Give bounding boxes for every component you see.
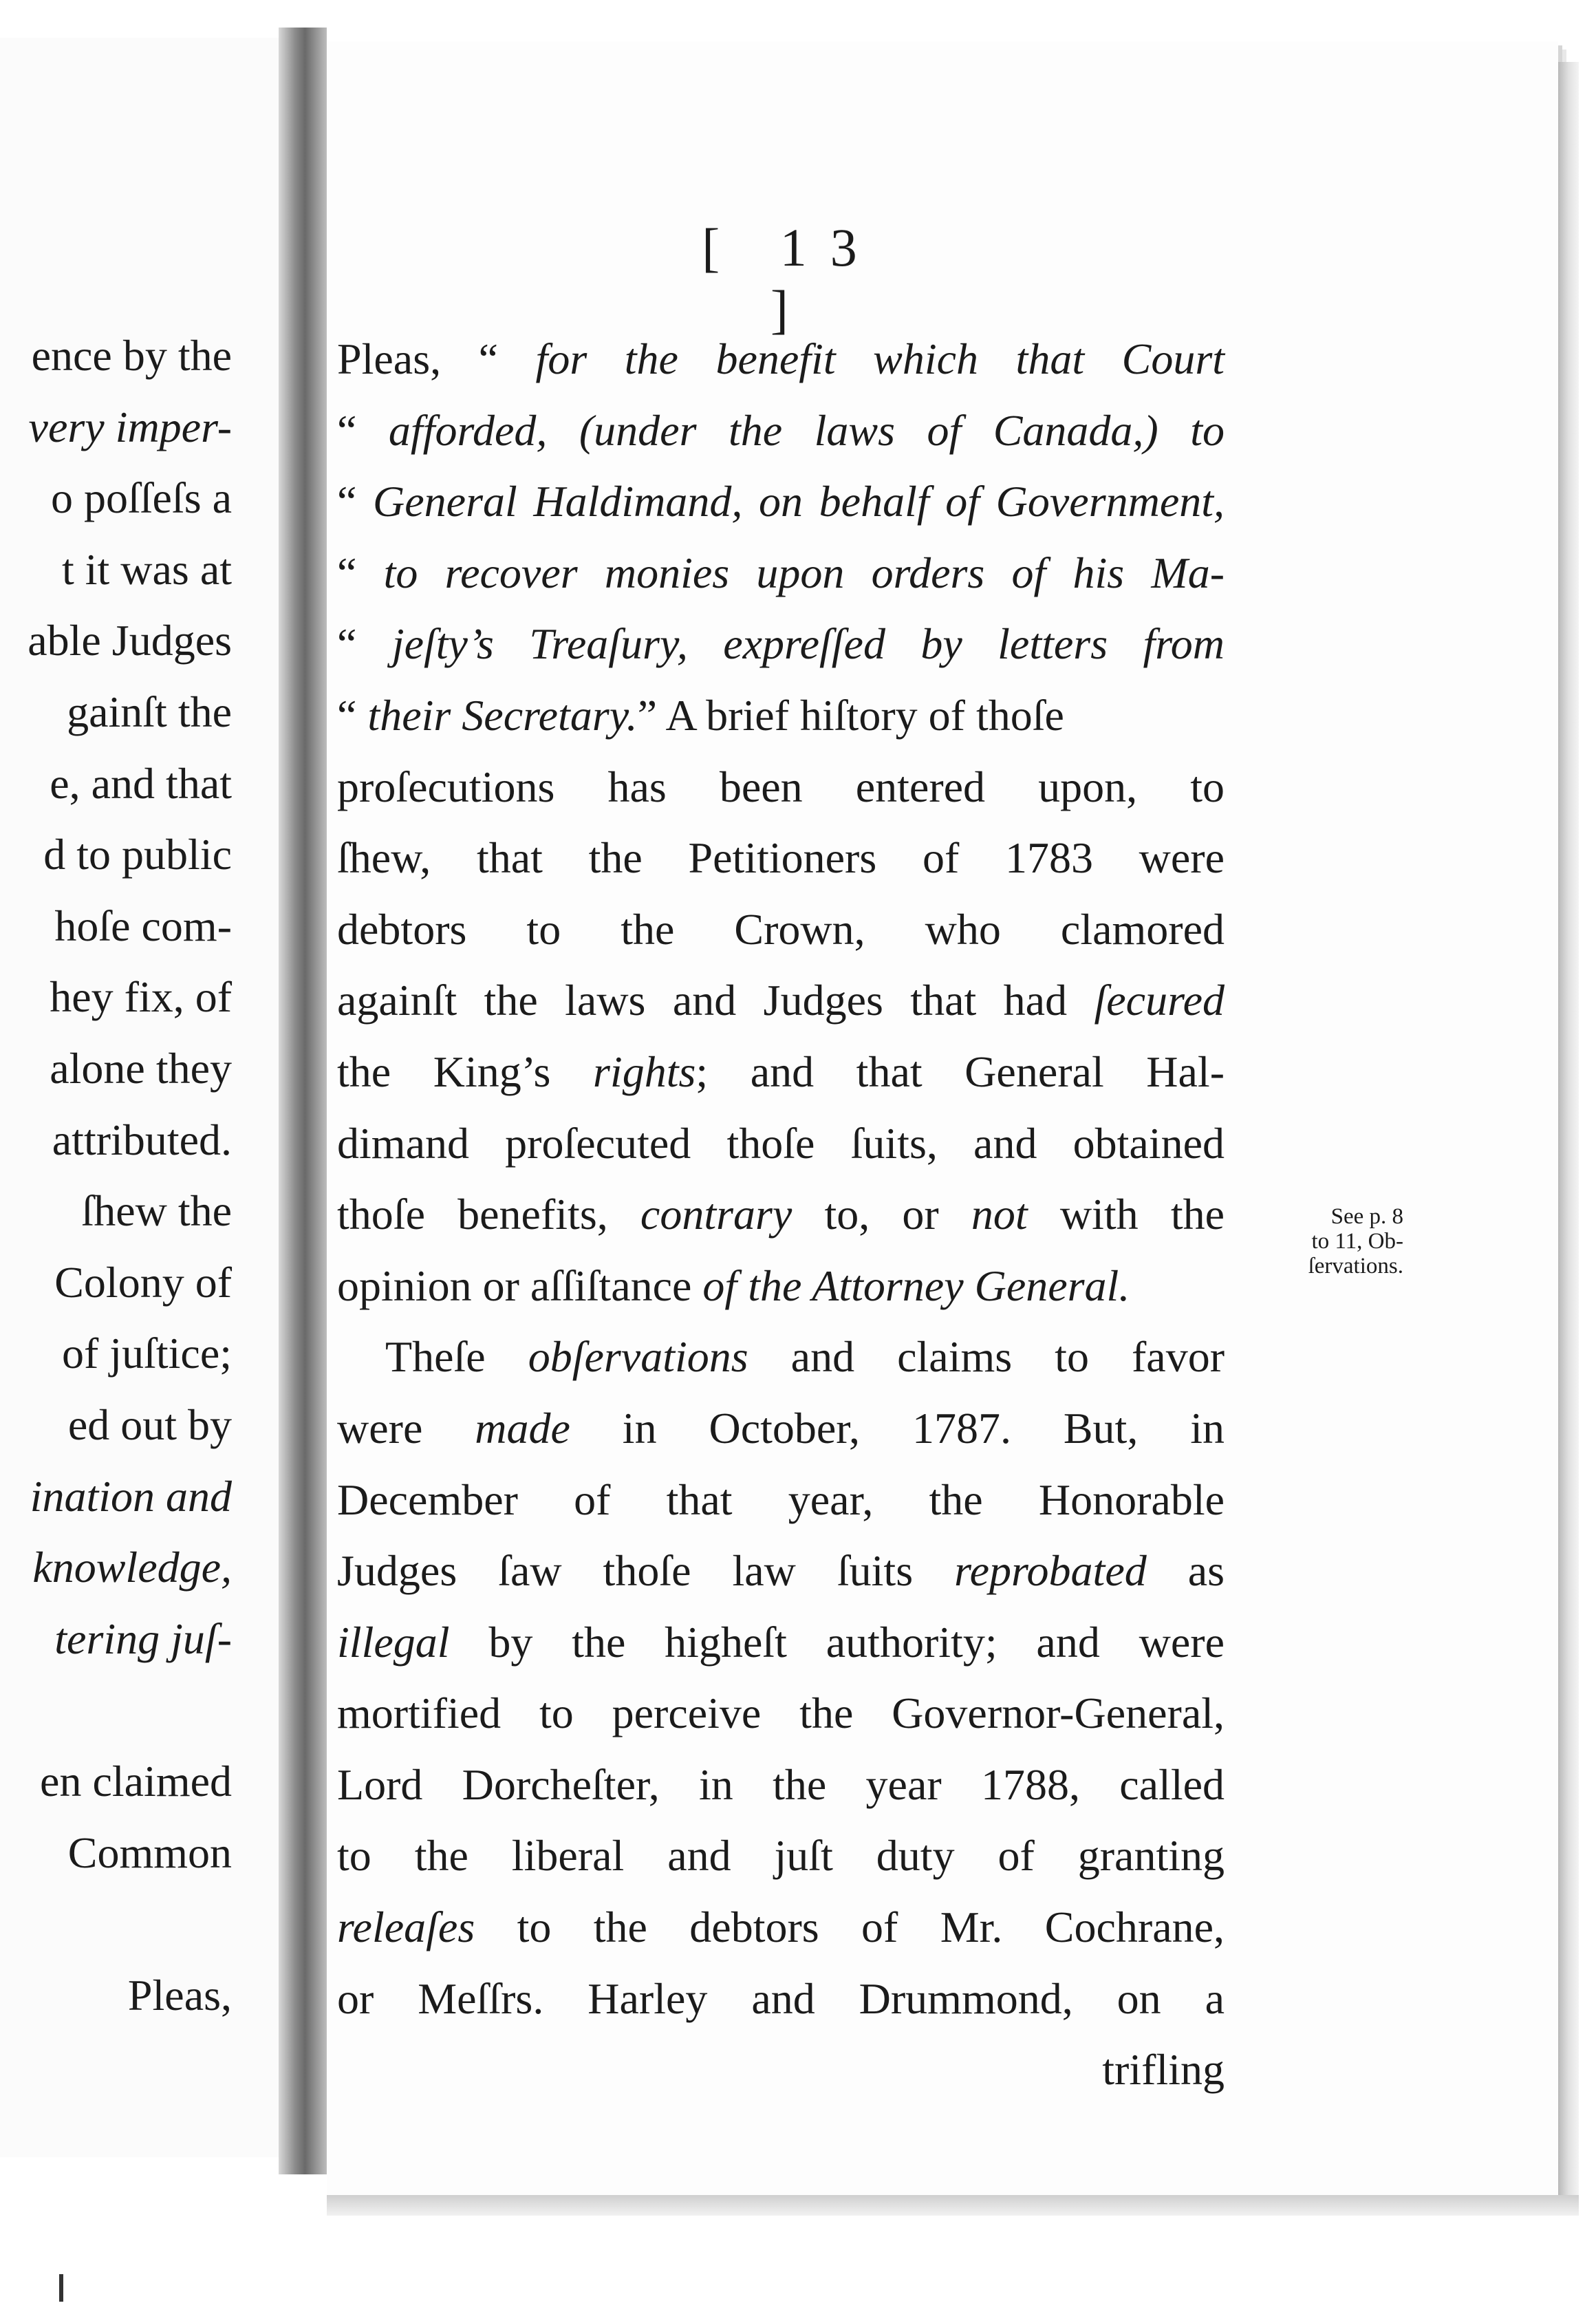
left-page-line: o poſſeſs a	[50, 473, 232, 523]
margin-note-line: to 11, Ob-	[1311, 1229, 1403, 1254]
text-line	[337, 466, 1225, 537]
roman-text: “	[337, 405, 389, 455]
italic-text: not	[971, 1190, 1028, 1239]
left-page-line: en claimed	[40, 1757, 232, 1806]
roman-text: opinion or aſſiſtance	[337, 1261, 703, 1310]
left-page-line: very imper-	[28, 402, 232, 451]
roman-text: ; and that General Hal-	[695, 1047, 1225, 1096]
left-page-line: ed out by	[67, 1400, 232, 1449]
left-page-line: Colony of	[54, 1257, 232, 1307]
text-line	[337, 1250, 1225, 1322]
italic-text: jeſty’s Treaſury, expreſſed by letters from	[391, 619, 1225, 669]
page-edge	[1558, 62, 1579, 2195]
text-line	[337, 1892, 1225, 1963]
left-page-line: hey fix, of	[50, 972, 232, 1022]
left-page-line: Pleas,	[127, 1970, 232, 2020]
roman-text: againſt the laws and Judges that had	[337, 976, 1094, 1025]
text-line	[337, 1464, 1225, 1536]
left-page-line: d to public	[43, 830, 232, 879]
roman-text: trifling	[1102, 2045, 1225, 2095]
text-line	[337, 1678, 1225, 1749]
roman-text: to the liberal and juſt duty of granting	[337, 1831, 1225, 1881]
running-head: [ 13 ]	[702, 217, 881, 339]
roman-text: “	[337, 619, 392, 669]
roman-text: Theſe	[385, 1332, 528, 1382]
roman-text: dimand proſecuted thoſe ſuits, and obtained	[337, 1118, 1225, 1168]
text-line	[337, 537, 1225, 609]
italic-text: afforded, (under the laws of Canada,) to	[388, 405, 1225, 455]
text-line	[337, 1749, 1225, 1821]
roman-text: as	[1146, 1546, 1225, 1596]
body-text	[337, 323, 1225, 2106]
italic-text: obſervations	[528, 1332, 748, 1382]
text-line	[337, 680, 1225, 751]
text-line	[337, 1036, 1225, 1108]
text-line	[337, 1393, 1225, 1464]
left-page-line: able Judges	[28, 616, 232, 665]
italic-text: illegal	[337, 1617, 450, 1667]
roman-text: Pleas, “	[337, 334, 536, 383]
text-line	[337, 1607, 1225, 1678]
left-page-line: tering juſ-	[54, 1614, 232, 1663]
left-page-line: ence by the	[31, 331, 232, 380]
italic-text: to recover monies upon orders of his Ma-	[383, 548, 1225, 597]
roman-text: by the higheſt authority; and were	[449, 1617, 1225, 1667]
roman-text: thoſe benefits,	[337, 1190, 640, 1239]
page-bottom-edge	[327, 2195, 1579, 2216]
italic-text: rights	[593, 1047, 696, 1096]
left-page-line: alone they	[50, 1044, 232, 1093]
italic-text: contrary	[640, 1190, 792, 1239]
margin-note-line: ſervations.	[1308, 1254, 1403, 1278]
left-page-line: attributed.	[52, 1115, 232, 1164]
left-page-line: of juſtice;	[61, 1329, 232, 1378]
roman-text: to the debtors of Mr. Cochrane,	[475, 1903, 1225, 1952]
roman-text: the King’s	[337, 1047, 593, 1096]
roman-text: mortified to perceive the Governor-General,	[337, 1689, 1225, 1738]
roman-text: or Meſſrs. Harley and Drummond, on a	[337, 1973, 1225, 2023]
roman-text: “	[337, 690, 368, 740]
roman-text: with the	[1027, 1190, 1225, 1239]
roman-text: ſhew, that the Petitioners of 1783 were	[337, 833, 1225, 883]
left-page-line: hoſe com-	[54, 901, 232, 950]
text-line	[337, 608, 1225, 680]
text-line	[337, 323, 1225, 395]
italic-text: their Secretary.	[367, 690, 638, 740]
text-line	[337, 894, 1225, 965]
text-line	[337, 2034, 1225, 2106]
left-page	[0, 38, 280, 2157]
left-page-line: ſhew the	[81, 1186, 232, 1236]
book-gutter	[279, 28, 327, 2174]
roman-text: December of that year, the Honorable	[337, 1475, 1225, 1524]
roman-text: debtors to the Crown, who clamored	[337, 904, 1225, 954]
italic-text: of the Attorney General.	[702, 1261, 1130, 1310]
margin-note	[1245, 1204, 1403, 1278]
text-line	[337, 1963, 1225, 2035]
italic-text: made	[475, 1403, 570, 1453]
left-page-line: e, and that	[50, 758, 232, 808]
text-line	[337, 1820, 1225, 1892]
text-line	[337, 965, 1225, 1036]
text-line	[337, 1108, 1225, 1179]
margin-note-line: See p. 8	[1330, 1204, 1403, 1229]
roman-text: “	[337, 477, 374, 526]
roman-text: Lord Dorcheſter, in the year 1788, called	[337, 1759, 1225, 1809]
text-line	[337, 822, 1225, 894]
italic-text: releaſes	[337, 1903, 475, 1952]
text-line	[337, 1179, 1225, 1250]
italic-text: General Haldimand, on behalf of Government,	[373, 477, 1225, 526]
text-line	[337, 1535, 1225, 1607]
roman-text: Judges ſaw thoſe law ſuits	[337, 1546, 955, 1596]
roman-text: in October, 1787. But, in	[570, 1403, 1225, 1453]
roman-text: “	[337, 548, 384, 597]
roman-text: and claims to favor	[748, 1332, 1225, 1382]
roman-text: proſecutions has been entered upon, to	[337, 762, 1225, 811]
italic-text: ſecured	[1094, 976, 1225, 1025]
left-page-line: knowledge,	[32, 1543, 232, 1592]
text-line	[337, 395, 1225, 467]
left-page-line: Common	[67, 1828, 232, 1877]
italic-text: for the benefit which that Court	[535, 334, 1225, 383]
left-page-line: ination and	[30, 1471, 232, 1521]
roman-text: ” A brief hiſtory of thoſe	[637, 690, 1064, 740]
italic-text: reprobated	[954, 1546, 1147, 1596]
roman-text: were	[337, 1403, 475, 1453]
ink-smudge	[59, 2274, 63, 2302]
left-page-line: gainſt the	[67, 687, 232, 736]
text-line	[337, 751, 1225, 823]
text-line	[337, 1321, 1225, 1393]
roman-text: to, or	[792, 1190, 971, 1239]
left-page-line: t it was at	[61, 544, 232, 594]
